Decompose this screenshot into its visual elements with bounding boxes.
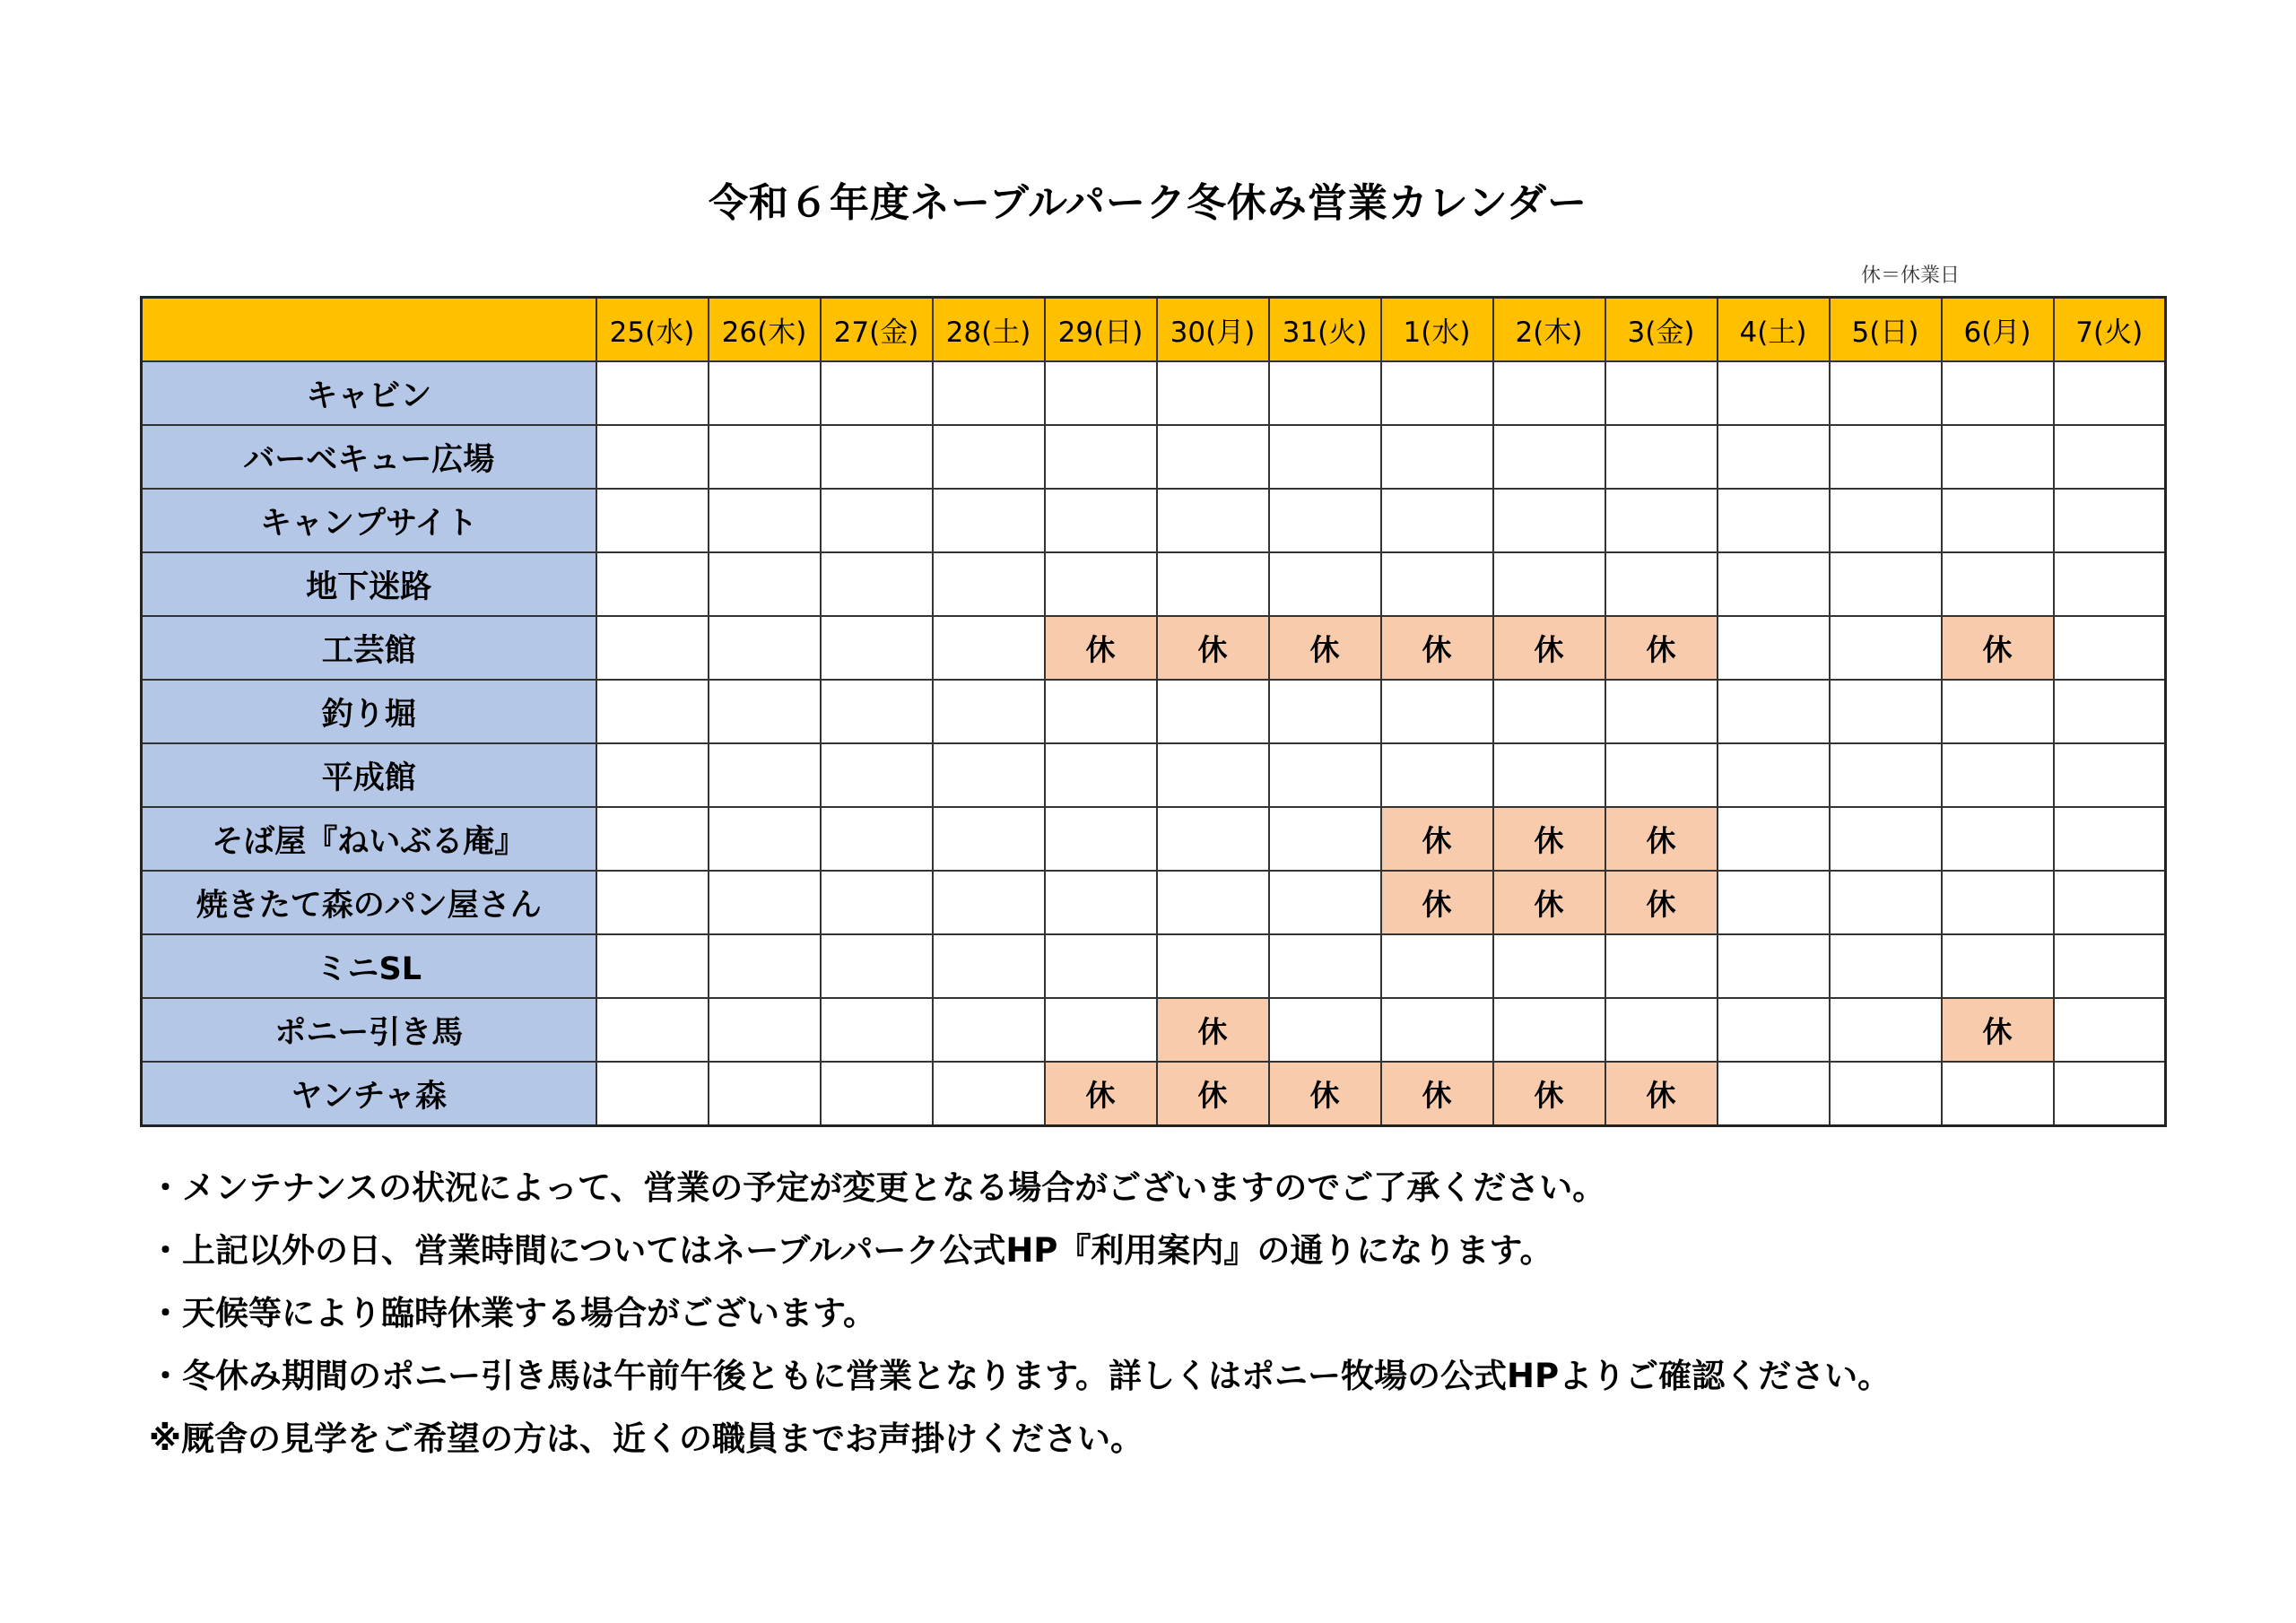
open-day-cell [709, 871, 821, 934]
facility-row [142, 552, 2166, 616]
open-day-cell [596, 934, 709, 998]
open-day-cell [933, 998, 1045, 1062]
open-day-cell [933, 807, 1045, 871]
open-day-cell [709, 552, 821, 616]
open-day-cell [933, 489, 1045, 552]
open-day-cell [1605, 934, 1718, 998]
open-day-cell [709, 807, 821, 871]
day-header: 5(日) [1830, 298, 1942, 362]
calendar-body [142, 361, 2166, 1126]
closed-day-cell: 休 [1493, 1062, 1605, 1126]
open-day-cell [1942, 489, 2054, 552]
open-day-cell [1269, 425, 1381, 489]
open-day-cell [1718, 998, 1830, 1062]
open-day-cell [1157, 361, 1269, 425]
open-day-cell [1942, 361, 2054, 425]
open-day-cell [1605, 552, 1718, 616]
open-day-cell [2054, 1062, 2166, 1126]
open-day-cell [821, 934, 933, 998]
open-day-cell [596, 1062, 709, 1126]
open-day-cell [1269, 743, 1381, 807]
open-day-cell [1830, 361, 1942, 425]
open-day-cell [1830, 552, 1942, 616]
open-day-cell [1493, 489, 1605, 552]
open-day-cell [1605, 425, 1718, 489]
open-day-cell [1830, 616, 1942, 680]
facility-name: キャンプサイト [142, 489, 596, 552]
facility-name: 工芸館 [142, 616, 596, 680]
open-day-cell [1493, 934, 1605, 998]
open-day-cell [1942, 807, 2054, 871]
facility-row [142, 616, 2166, 680]
open-day-cell [933, 1062, 1045, 1126]
facility-row [142, 998, 2166, 1062]
open-day-cell [1718, 743, 1830, 807]
facility-name: ミニSL [142, 934, 596, 998]
day-header: 25(水) [596, 298, 709, 362]
open-day-cell [1942, 934, 2054, 998]
open-day-cell [1157, 807, 1269, 871]
open-day-cell [2054, 743, 2166, 807]
open-day-cell [1718, 552, 1830, 616]
open-day-cell [933, 871, 1045, 934]
legend-note: 休＝休業日 [1860, 265, 1960, 287]
closed-day-cell: 休 [1493, 871, 1605, 934]
open-day-cell [1269, 934, 1381, 998]
open-day-cell [2054, 361, 2166, 425]
open-day-cell [1942, 425, 2054, 489]
open-day-cell [1381, 680, 1493, 743]
facility-name: ポニー引き馬 [142, 998, 596, 1062]
operating-calendar-table [140, 296, 2167, 1127]
open-day-cell [1157, 425, 1269, 489]
facility-row [142, 361, 2166, 425]
open-day-cell [821, 361, 933, 425]
open-day-cell [1157, 934, 1269, 998]
open-day-cell [821, 489, 933, 552]
open-day-cell [596, 425, 709, 489]
closed-day-cell: 休 [1493, 807, 1605, 871]
closed-day-cell: 休 [1381, 807, 1493, 871]
open-day-cell [2054, 807, 2166, 871]
facility-name: キャビン [142, 361, 596, 425]
open-day-cell [1381, 998, 1493, 1062]
open-day-cell [933, 934, 1045, 998]
open-day-cell [1493, 680, 1605, 743]
open-day-cell [1830, 998, 1942, 1062]
facility-name: 釣り堀 [142, 680, 596, 743]
open-day-cell [2054, 552, 2166, 616]
notes-section [149, 1157, 2212, 1471]
open-day-cell [596, 489, 709, 552]
closed-day-cell: 休 [1157, 998, 1269, 1062]
open-day-cell [1830, 743, 1942, 807]
open-day-cell [1718, 1062, 1830, 1126]
open-day-cell [2054, 680, 2166, 743]
open-day-cell [933, 616, 1045, 680]
open-day-cell [1830, 871, 1942, 934]
open-day-cell [2054, 934, 2166, 998]
open-day-cell [709, 934, 821, 998]
open-day-cell [1381, 934, 1493, 998]
open-day-cell [1493, 361, 1605, 425]
day-header: 29(日) [1045, 298, 1157, 362]
calendar-header-row [142, 298, 2166, 362]
closed-day-cell: 休 [1157, 1062, 1269, 1126]
open-day-cell [709, 616, 821, 680]
open-day-cell [1269, 871, 1381, 934]
facility-row [142, 871, 2166, 934]
day-header: 31(火) [1269, 298, 1381, 362]
open-day-cell [1045, 489, 1157, 552]
open-day-cell [1045, 998, 1157, 1062]
open-day-cell [2054, 616, 2166, 680]
closed-day-cell: 休 [1045, 1062, 1157, 1126]
open-day-cell [1157, 489, 1269, 552]
day-header: 1(水) [1381, 298, 1493, 362]
open-day-cell [933, 425, 1045, 489]
open-day-cell [1942, 871, 2054, 934]
closed-day-cell: 休 [1045, 616, 1157, 680]
open-day-cell [1045, 743, 1157, 807]
closed-day-cell: 休 [1942, 998, 2054, 1062]
open-day-cell [1269, 807, 1381, 871]
closed-day-cell: 休 [1381, 616, 1493, 680]
open-day-cell [1045, 871, 1157, 934]
open-day-cell [1942, 680, 2054, 743]
open-day-cell [1830, 425, 1942, 489]
open-day-cell [1269, 361, 1381, 425]
note-line: ・天候等により臨時休業する場合がございます。 [149, 1294, 877, 1332]
open-day-cell [821, 807, 933, 871]
open-day-cell [1605, 743, 1718, 807]
open-day-cell [1830, 680, 1942, 743]
facility-row [142, 807, 2166, 871]
note-line: ※厩舎の見学をご希望の方は、近くの職員までお声掛けください。 [149, 1419, 1144, 1458]
open-day-cell [1718, 489, 1830, 552]
open-day-cell [1718, 871, 1830, 934]
open-day-cell [596, 680, 709, 743]
facility-name: 焼きたて森のパン屋さん [142, 871, 596, 934]
facility-row [142, 934, 2166, 998]
open-day-cell [1830, 934, 1942, 998]
open-day-cell [1605, 998, 1718, 1062]
open-day-cell [709, 425, 821, 489]
open-day-cell [596, 998, 709, 1062]
open-day-cell [1269, 489, 1381, 552]
open-day-cell [1718, 934, 1830, 998]
day-header: 27(金) [821, 298, 933, 362]
day-header: 26(木) [709, 298, 821, 362]
open-day-cell [821, 616, 933, 680]
facility-name: そば屋『ねいぶる庵』 [142, 807, 596, 871]
open-day-cell [821, 871, 933, 934]
note-line: ・メンテナンスの状況によって、営業の予定が変更となる場合がございますのでご了承ください。 [149, 1168, 1606, 1207]
closed-day-cell: 休 [1605, 871, 1718, 934]
open-day-cell [933, 743, 1045, 807]
open-day-cell [709, 361, 821, 425]
closed-day-cell: 休 [1942, 616, 2054, 680]
open-day-cell [596, 807, 709, 871]
closed-day-cell: 休 [1605, 807, 1718, 871]
open-day-cell [933, 361, 1045, 425]
open-day-cell [2054, 425, 2166, 489]
open-day-cell [1830, 489, 1942, 552]
open-day-cell [1942, 743, 2054, 807]
open-day-cell [1381, 743, 1493, 807]
open-day-cell [1045, 934, 1157, 998]
open-day-cell [1381, 552, 1493, 616]
open-day-cell [709, 998, 821, 1062]
open-day-cell [821, 743, 933, 807]
closed-day-cell: 休 [1493, 616, 1605, 680]
open-day-cell [1157, 680, 1269, 743]
facility-row [142, 489, 2166, 552]
open-day-cell [1830, 807, 1942, 871]
open-day-cell [596, 361, 709, 425]
facility-name: バーベキュー広場 [142, 425, 596, 489]
page-title: 令和６年度ネーブルパーク冬休み営業カレンダー [708, 180, 1588, 226]
open-day-cell [596, 743, 709, 807]
open-day-cell [1157, 552, 1269, 616]
closed-day-cell: 休 [1605, 1062, 1718, 1126]
open-day-cell [821, 425, 933, 489]
facility-row [142, 743, 2166, 807]
open-day-cell [1718, 807, 1830, 871]
open-day-cell [596, 552, 709, 616]
open-day-cell [709, 743, 821, 807]
open-day-cell [1045, 807, 1157, 871]
open-day-cell [1605, 680, 1718, 743]
open-day-cell [1045, 552, 1157, 616]
closed-day-cell: 休 [1381, 871, 1493, 934]
closed-day-cell: 休 [1605, 616, 1718, 680]
open-day-cell [1942, 1062, 2054, 1126]
closed-day-cell: 休 [1381, 1062, 1493, 1126]
open-day-cell [1493, 552, 1605, 616]
open-day-cell [1942, 552, 2054, 616]
open-day-cell [2054, 489, 2166, 552]
facility-row [142, 425, 2166, 489]
open-day-cell [1045, 361, 1157, 425]
facility-row [142, 680, 2166, 743]
facility-name: ヤンチャ森 [142, 1062, 596, 1126]
day-header: 6(月) [1942, 298, 2054, 362]
day-header: 4(土) [1718, 298, 1830, 362]
facility-name: 地下迷路 [142, 552, 596, 616]
open-day-cell [1381, 425, 1493, 489]
open-day-cell [821, 680, 933, 743]
day-header: 7(火) [2054, 298, 2166, 362]
day-header: 2(木) [1493, 298, 1605, 362]
closed-day-cell: 休 [1157, 616, 1269, 680]
open-day-cell [1157, 871, 1269, 934]
closed-day-cell: 休 [1269, 1062, 1381, 1126]
open-day-cell [709, 680, 821, 743]
day-header: 3(金) [1605, 298, 1718, 362]
open-day-cell [596, 616, 709, 680]
open-day-cell [1718, 425, 1830, 489]
open-day-cell [1830, 1062, 1942, 1126]
open-day-cell [821, 552, 933, 616]
open-day-cell [933, 680, 1045, 743]
open-day-cell [1045, 680, 1157, 743]
open-day-cell [1493, 425, 1605, 489]
open-day-cell [1493, 998, 1605, 1062]
open-day-cell [1381, 489, 1493, 552]
open-day-cell [1605, 361, 1718, 425]
open-day-cell [1718, 616, 1830, 680]
day-header: 30(月) [1157, 298, 1269, 362]
closed-day-cell: 休 [1269, 616, 1381, 680]
open-day-cell [1381, 361, 1493, 425]
open-day-cell [1269, 680, 1381, 743]
facility-row [142, 1062, 2166, 1126]
open-day-cell [1718, 361, 1830, 425]
open-day-cell [1718, 680, 1830, 743]
open-day-cell [1493, 743, 1605, 807]
open-day-cell [709, 1062, 821, 1126]
open-day-cell [1605, 489, 1718, 552]
open-day-cell [596, 871, 709, 934]
open-day-cell [821, 998, 933, 1062]
facility-header-cell [142, 298, 596, 362]
note-line: ・上記以外の日、営業時間についてはネーブルパーク公式HP『利用案内』の通りになります。 [149, 1231, 1553, 1270]
open-day-cell [1157, 743, 1269, 807]
note-line: ・冬休み期間のポニー引き馬は午前午後ともに営業となります。詳しくはポニー牧場の公式HPよりご確認ください。 [149, 1357, 1892, 1395]
open-day-cell [1269, 552, 1381, 616]
day-header: 28(土) [933, 298, 1045, 362]
open-day-cell [821, 1062, 933, 1126]
open-day-cell [1045, 425, 1157, 489]
open-day-cell [1269, 998, 1381, 1062]
open-day-cell [2054, 871, 2166, 934]
open-day-cell [933, 552, 1045, 616]
open-day-cell [709, 489, 821, 552]
open-day-cell [2054, 998, 2166, 1062]
facility-name: 平成館 [142, 743, 596, 807]
